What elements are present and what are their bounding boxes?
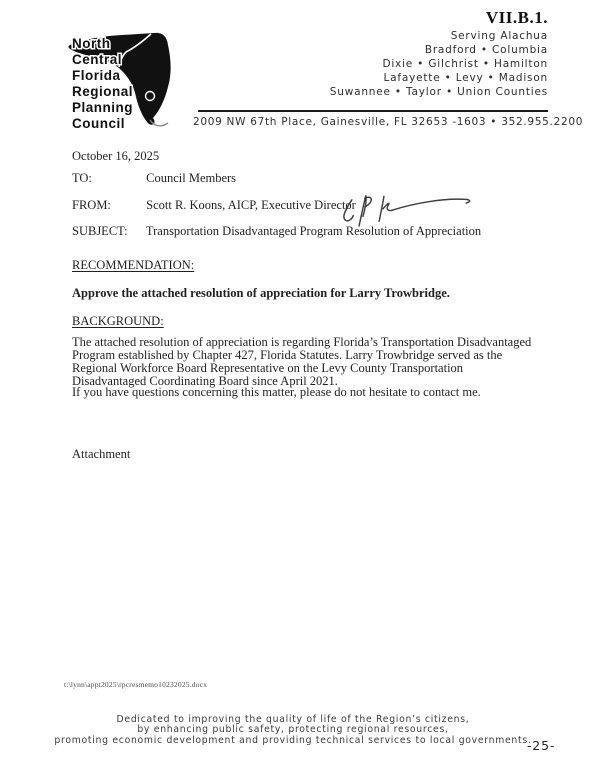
dedication-line: promoting economic development and providing technical services to local governments. <box>54 734 532 746</box>
background-heading: BACKGROUND: <box>72 314 164 328</box>
logo-line: Central <box>72 52 123 67</box>
logo-line: Council <box>72 116 125 131</box>
logo-line: North <box>72 36 111 51</box>
serving-line: Dixie • Gilchrist • Hamilton <box>382 58 548 70</box>
closing-paragraph: If you have questions concerning this matter, please do not hesitate to contact me. <box>72 385 481 399</box>
attachment-note: Attachment <box>72 447 131 461</box>
subject-value: Transportation Disadvantaged Program Resolution of Appreciation <box>145 224 482 238</box>
agenda-item-number: VII.B.1. <box>485 8 548 27</box>
memo-date: October 16, 2025 <box>72 149 160 163</box>
serving-counties-list <box>280 29 548 99</box>
dedication-line: by enhancing public safety, protecting regional resources, <box>137 724 449 736</box>
serving-line: Lafayette • Levy • Madison <box>383 72 548 84</box>
logo-line: Regional <box>72 84 134 99</box>
logo-line: Planning <box>72 100 133 115</box>
page-number: -25- <box>527 738 556 753</box>
ncfrpc-logo <box>62 14 207 136</box>
to-label: TO: <box>72 171 92 185</box>
recommendation-heading: RECOMMENDATION: <box>72 258 195 272</box>
from-value: Scott R. Koons, AICP, Executive Director <box>146 198 356 212</box>
background-paragraph: The attached resolution of appreciation is regarding Florida’s Transportation Disadvantaged Program established by Chapter 427, Florida Statutes. Larry Trowbridge served as the Regional Workforce Board Representative on the Levy County Transportation Disadvantaged Coordinating Board since April 2021. <box>72 335 532 388</box>
memo-to-row <box>72 172 236 186</box>
memo-from-row <box>72 199 356 213</box>
subject-label: SUBJECT: <box>72 224 128 238</box>
from-label: FROM: <box>72 198 111 212</box>
serving-line: Serving Alachua <box>450 30 548 42</box>
document-file-path: t:\lynn\appt2025\rpcresmemo10232025.docx <box>64 680 208 689</box>
recommendation-text: Approve the attached resolution of appreciation for Larry Trowbridge. <box>72 286 450 300</box>
dedication-statement <box>0 715 586 746</box>
serving-line: Suwannee • Taylor • Union Counties <box>329 86 548 98</box>
letterhead-divider <box>198 110 548 112</box>
dedication-line: Dedicated to improving the quality of life of the Region’s citizens, <box>116 714 470 725</box>
memo-subject-row <box>72 225 481 239</box>
serving-line: Bradford • Columbia <box>424 44 548 56</box>
address-line: 2009 NW 67th Place, Gainesville, FL 32653 -1603 • 352.955.2200 <box>193 116 584 128</box>
logo-line: Florida <box>72 68 121 83</box>
to-value: Council Members <box>146 171 237 185</box>
